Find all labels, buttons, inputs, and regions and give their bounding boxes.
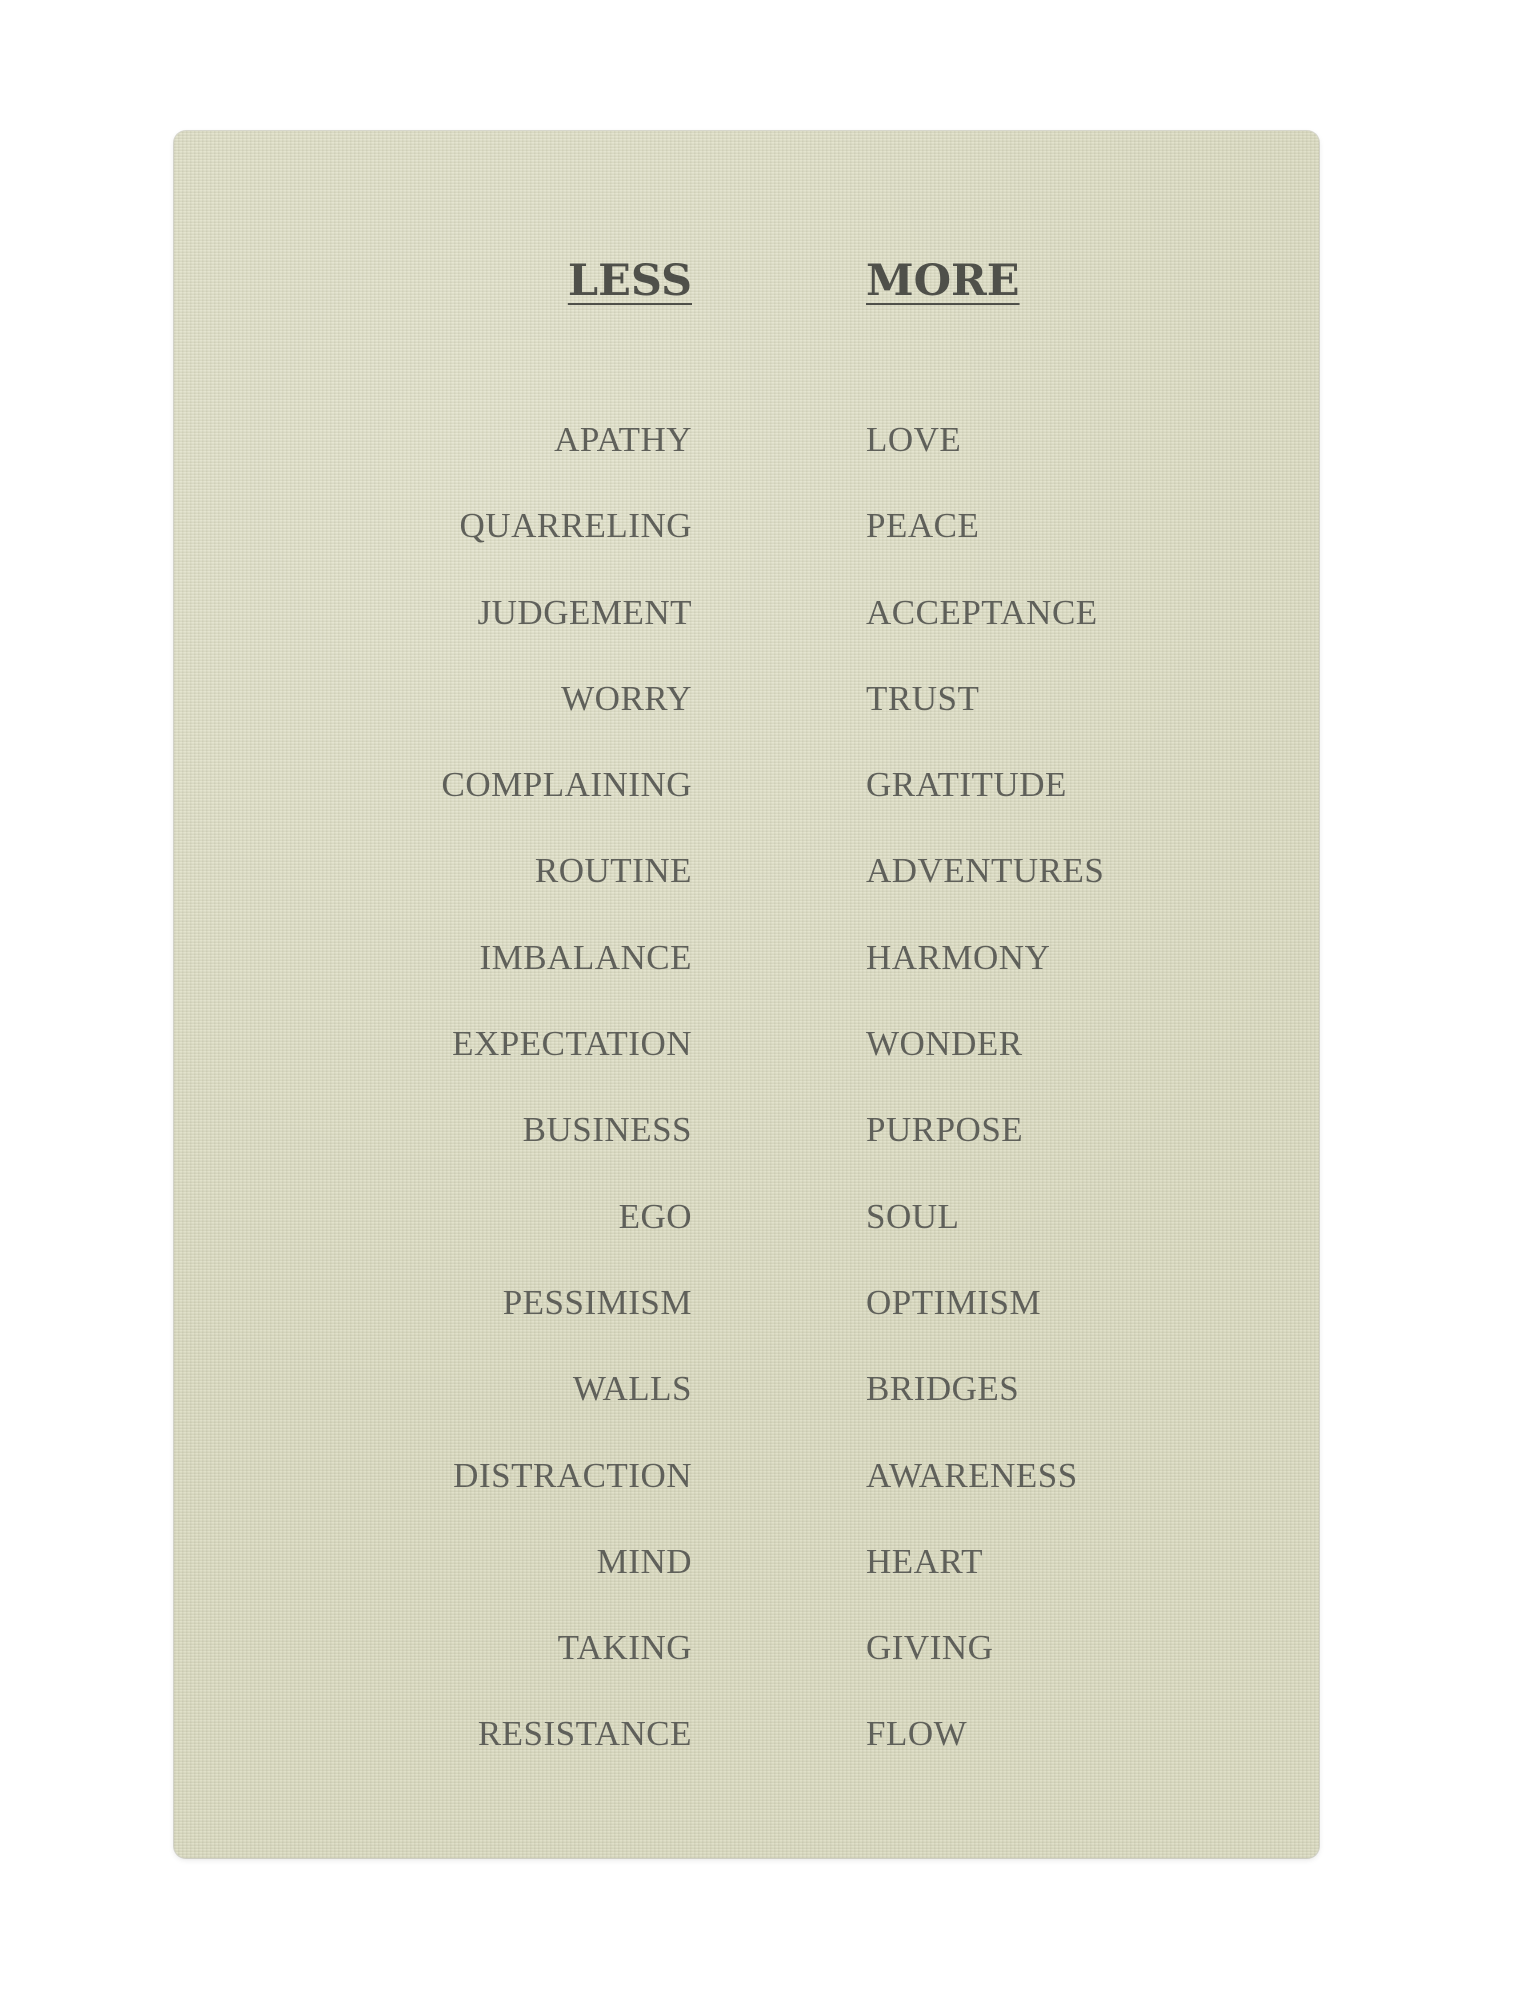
- less-word: COMPLAINING: [441, 765, 692, 805]
- less-word: APATHY: [554, 420, 692, 459]
- more-word: HARMONY: [866, 937, 1051, 977]
- more-word: OPTIMISM: [866, 1282, 1042, 1322]
- less-word: RESISTANCE: [477, 1714, 692, 1754]
- less-word-list: [442, 422, 693, 1803]
- more-heading: MORE: [866, 256, 1020, 306]
- less-word: EGO: [618, 1196, 692, 1236]
- more-word: LOVE: [866, 420, 962, 459]
- linen-canvas-panel: [174, 131, 1319, 1858]
- more-word: GIVING: [866, 1628, 994, 1668]
- less-word: TAKING: [557, 1628, 692, 1668]
- less-word: EXPECTATION: [452, 1024, 692, 1064]
- less-word: PESSIMISM: [502, 1282, 692, 1322]
- more-word: TRUST: [866, 678, 980, 718]
- more-word: ACCEPTANCE: [866, 592, 1098, 632]
- less-word: JUDGEMENT: [477, 592, 692, 632]
- less-word: IMBALANCE: [479, 937, 692, 977]
- more-word: GRATITUDE: [866, 765, 1067, 805]
- more-word: BRIDGES: [866, 1369, 1020, 1409]
- less-word: DISTRACTION: [453, 1455, 692, 1495]
- more-word-list: [866, 422, 1104, 1803]
- less-word: MIND: [596, 1541, 692, 1581]
- more-word: SOUL: [866, 1196, 960, 1236]
- less-word: ROUTINE: [534, 851, 692, 891]
- less-word: QUARRELING: [459, 506, 692, 546]
- more-word: HEART: [866, 1541, 984, 1581]
- more-word: AWARENESS: [866, 1455, 1078, 1495]
- more-word: ADVENTURES: [866, 851, 1105, 891]
- more-word: PURPOSE: [866, 1110, 1024, 1150]
- less-word: WORRY: [561, 678, 692, 718]
- less-word: WALLS: [572, 1369, 692, 1409]
- less-heading: LESS: [567, 256, 692, 306]
- more-word: WONDER: [866, 1024, 1023, 1064]
- less-word: BUSINESS: [522, 1110, 692, 1150]
- more-word: FLOW: [866, 1714, 968, 1754]
- more-word: PEACE: [866, 506, 980, 546]
